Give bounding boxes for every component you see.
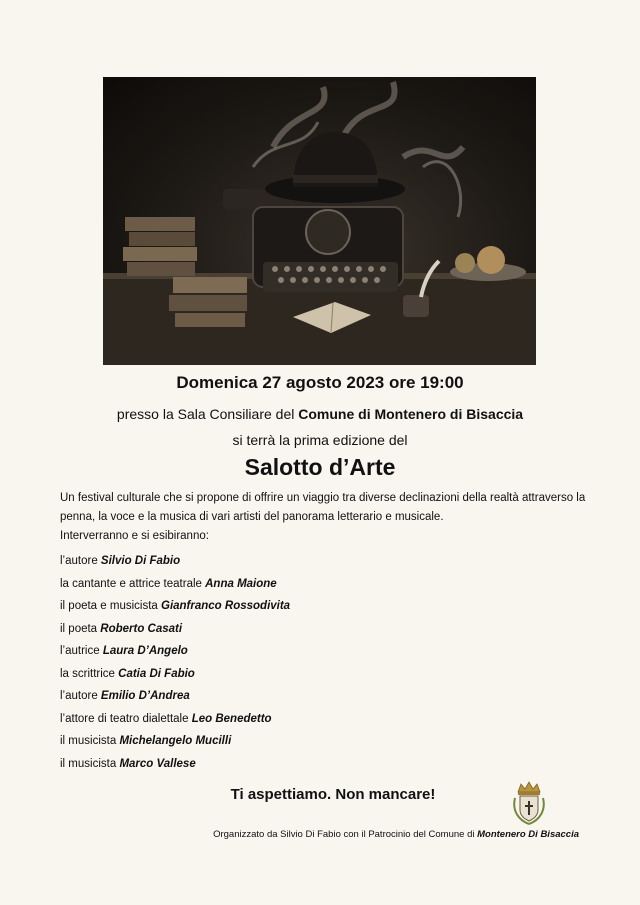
performer-name: Catia Di Fabio [118,667,195,680]
performer-role: il musicista [60,757,120,770]
performer-role: l’autore [60,690,101,702]
performer-name: Leo Benedetto [191,712,272,725]
performer-name: Roberto Casati [100,622,183,635]
performer-name: Anna Maione [205,577,277,590]
municipal-crest-icon [512,780,546,826]
performer-item [60,618,290,641]
performer-item [60,595,290,618]
performer-role: l’autore [60,555,101,567]
venue-name: Comune di Montenero di Bisaccia [298,406,524,422]
performer-role: il poeta [60,622,101,635]
performer-item [60,708,290,731]
performer-role: l’attore di teatro dialettale [60,712,192,725]
performer-name: Silvio Di Fabio [100,555,181,567]
performer-name: Gianfranco Rossodivita [161,600,291,612]
typewriter-still-life-image [103,77,536,365]
event-date-headline: Domenica 27 agosto 2023 ore 19:00 [176,373,464,392]
performer-item [60,730,290,753]
event-announcement: si terrà la prima edizione del [232,432,408,448]
performer-name: Laura D’Angelo [102,645,188,657]
event-venue [0,406,640,422]
closing-message: Ti aspettiamo. Non mancare! [230,786,436,803]
performer-role: il poeta e musicista [60,600,161,612]
performer-role: l’autrice [60,645,103,657]
venue-prefix: presso la Sala Consiliare del [116,406,299,422]
event-photo [103,77,536,365]
performer-item [60,573,290,596]
performer-item [60,753,290,776]
performer-list [60,550,290,775]
performer-name: Marco Vallese [119,757,196,770]
event-description: Un festival culturale che si propone di offrire un viaggio tra diverse declinazioni della realtà attraverso la penna, la voce e la musica di vari artisti del panorama letterario e musicale. [60,492,586,523]
event-title: Salotto d’Arte [244,454,396,480]
organizer-footer [213,829,579,840]
performer-role: la scrittrice [60,667,119,680]
performer-name: Michelangelo Mucilli [119,735,232,747]
performer-item [60,550,290,573]
performer-item [60,640,290,663]
performer-item [60,685,290,708]
performer-item [60,663,290,686]
performers-intro: Interverranno e si esibiranno: [60,530,209,542]
footer-municipality: Montenero Di Bisaccia [477,829,579,840]
event-intro [60,489,590,546]
performer-role: il musicista [60,735,120,747]
footer-text: Organizzato da Silvio Di Fabio con il Patrocinio del Comune di [213,829,478,840]
performer-role: la cantante e attrice teatrale [60,577,206,590]
performer-name: Emilio D’Andrea [100,690,190,702]
